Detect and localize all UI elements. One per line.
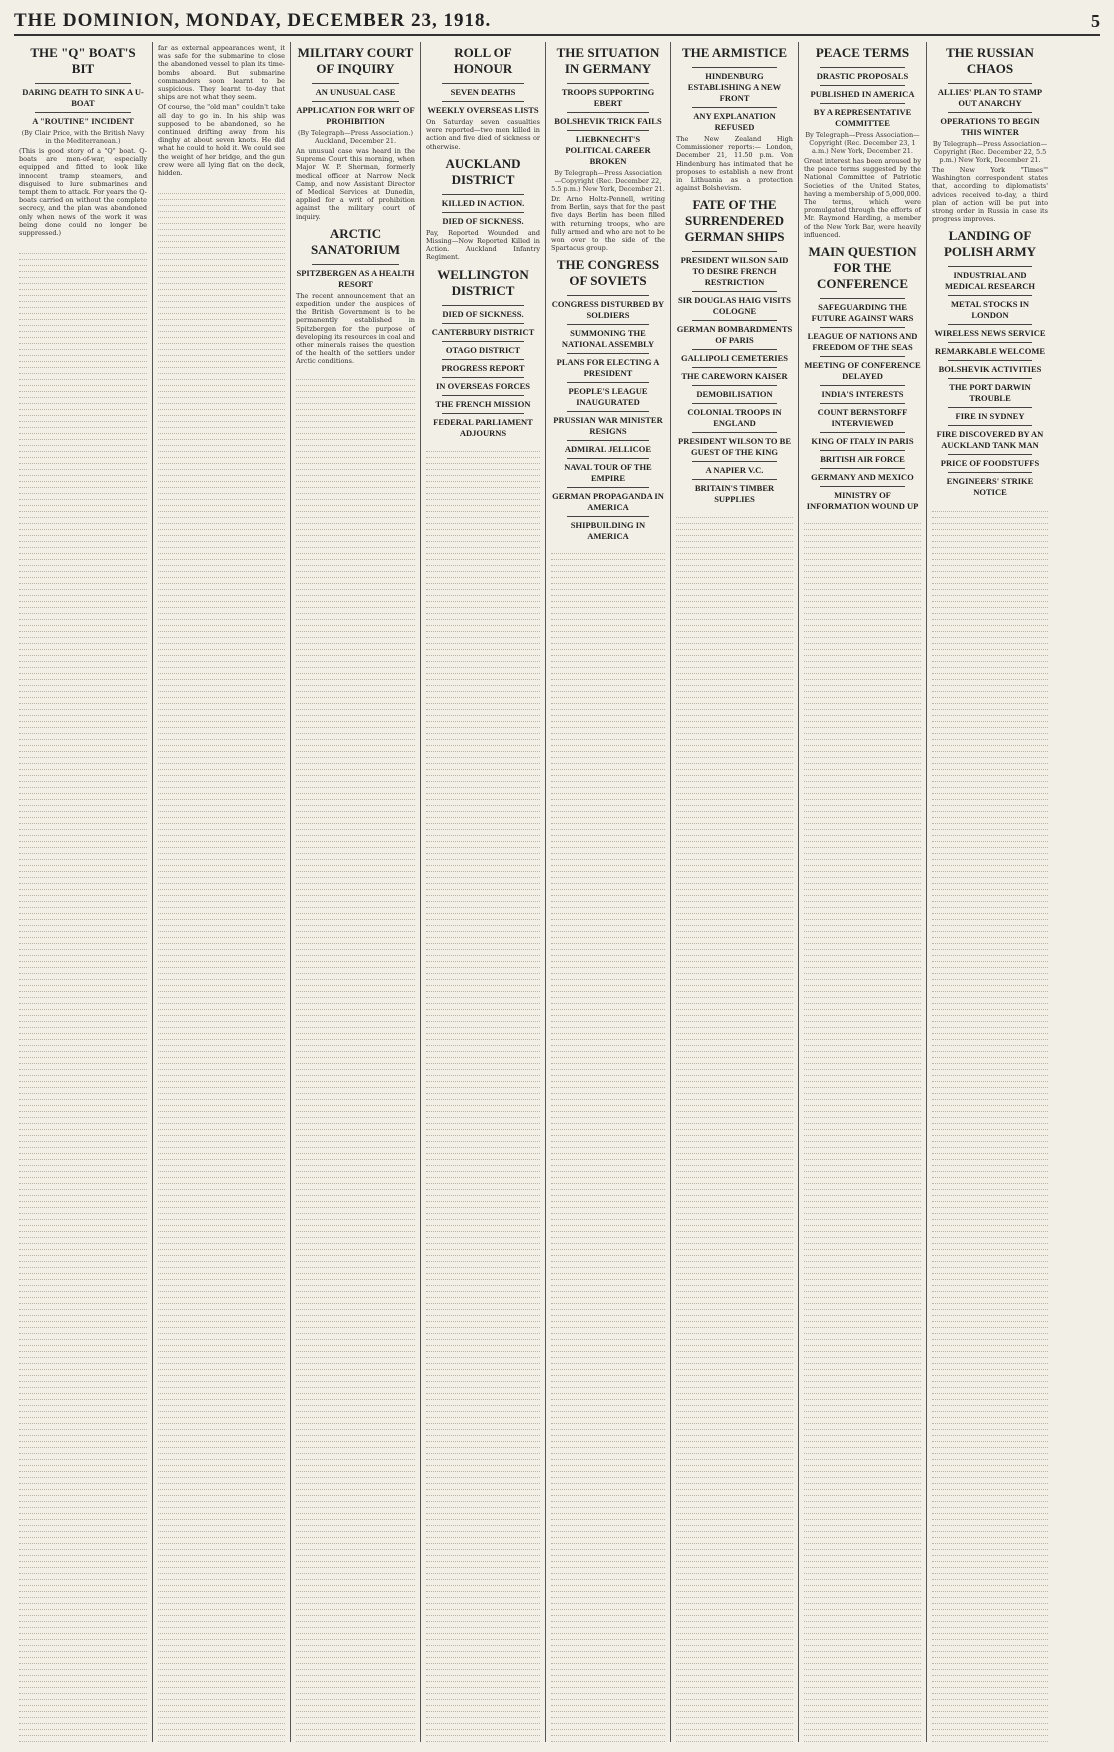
subheadline: DIED OF SICKNESS. — [442, 215, 524, 226]
type-line — [158, 1736, 285, 1742]
column-rule — [948, 324, 1032, 325]
subheadline: SAFEGUARDING THE FUTURE AGAINST WARS — [811, 302, 914, 324]
column-rule — [442, 194, 524, 195]
body-type-texture — [426, 446, 540, 1742]
headline: THE "Q" BOAT'S BIT — [30, 45, 136, 76]
column-rule — [442, 377, 524, 378]
subheadline: MINISTRY OF INFORMATION WOUND UP — [806, 490, 919, 512]
body-type-texture — [676, 512, 793, 1742]
page-number: 5 — [1091, 10, 1100, 31]
column-rule — [948, 266, 1032, 267]
column-rule — [567, 440, 649, 441]
subheadline: COUNT BERNSTORFF INTERVIEWED — [817, 407, 908, 429]
type-line — [426, 1736, 540, 1742]
column-rule — [948, 342, 1032, 343]
subheadline: ADMIRAL JELLICOE — [564, 444, 652, 455]
subheadline: THE PORT DARWIN TROUBLE — [949, 382, 1031, 404]
dateline: By Telegraph—Press Association—Copyright (Rec. December 22, 5.5 p.m.) New York, December 21. — [551, 169, 665, 193]
subheadline: WEEKLY OVERSEAS LISTS — [427, 105, 539, 115]
subheadline: PEOPLE'S LEAGUE INAUGURATED — [568, 386, 648, 408]
subheadline: OTAGO DISTRICT — [445, 344, 521, 355]
column-rule — [820, 356, 905, 357]
column-rule — [35, 83, 131, 84]
subheadline: LIEBKNECHT'S POLITICAL CAREER BROKEN — [565, 134, 651, 166]
subheadline: PRESIDENT WILSON SAID TO DESIRE FRENCH RESTRICTION — [680, 255, 789, 288]
column-rule — [312, 83, 399, 84]
subheadline: BRITAIN'S TIMBER SUPPLIES — [694, 483, 775, 505]
column-rule — [692, 291, 777, 292]
subheadline: SIR DOUGLAS HAIG VISITS COLOGNE — [678, 295, 791, 317]
column-rule — [567, 487, 649, 488]
column-rule — [692, 432, 777, 433]
headline: MAIN QUESTION FOR THE CONFERENCE — [808, 244, 917, 292]
column-rule — [948, 378, 1032, 379]
article-text: far as external appearances went, it was safe for the submarine to close the abandoned vessel to plan its time-bombs aboard. But submarine commanders soon learnt to be suspicious. They learnt to-day that ships are not what they seem. — [158, 44, 285, 102]
subheadline: WIRELESS NEWS SERVICE — [934, 328, 1046, 339]
article-text: (This is good story of a "Q" boat. Q-boats are men-of-war, especially equipped and fitted to look like innocent tramp steamers, and disguised to lure submarines and tempt them to attack. For years the Q-boats carried on without the complete secrecy, and the plan was abandoned only when news of the work it was being done could no longer be suppressed.) — [19, 147, 147, 238]
column-rule — [692, 367, 777, 368]
subheadline: THE CAREWORN KAISER — [681, 371, 788, 382]
column-rule — [820, 450, 905, 451]
type-line — [296, 1736, 415, 1742]
column-rule — [442, 395, 524, 396]
article-text: The recent announcement that an expedition under the auspices of the British Government is to be permanently established in Spitzbergen for the purpose of developing its resources in coal and other minerals raises the question of the health of the settlers under Arctic conditions. — [296, 291, 415, 366]
subheadline: SEVEN DEATHS — [450, 87, 516, 97]
dateline: By Telegraph—Press Association—Copyright (Rec. December 22, 5.5 p.m.) New York, December 21. — [932, 140, 1048, 164]
column-rule — [820, 327, 905, 328]
column-6 — [670, 42, 798, 1742]
subheadline: COLONIAL TROOPS IN ENGLAND — [687, 407, 782, 429]
column-rule — [948, 83, 1032, 84]
subheadline: FEDERAL PARLIAMENT ADJOURNS — [433, 416, 533, 438]
headline: THE ARMISTICE — [681, 45, 788, 60]
column-rule — [692, 251, 777, 252]
subheadline: PLANS FOR ELECTING A PRESIDENT — [556, 357, 660, 379]
subheadline: BOLSHEVIK TRICK FAILS — [554, 116, 662, 126]
column-rule — [442, 323, 524, 324]
column-rule — [35, 112, 131, 113]
subheadline: INDUSTRIAL AND MEDICAL RESEARCH — [945, 270, 1035, 292]
subheadline: BRITISH AIR FORCE — [820, 454, 905, 465]
body-type-texture — [804, 518, 921, 1742]
column-rule — [820, 85, 905, 86]
subheadline: SHIPBUILDING IN AMERICA — [570, 520, 646, 542]
column-rule — [948, 472, 1032, 473]
subheadline: PRICE OF FOODSTUFFS — [940, 458, 1040, 469]
column-rule — [567, 112, 649, 113]
subheadline: OPERATIONS TO BEGIN THIS WINTER — [940, 116, 1040, 137]
subheadline: GERMAN BOMBARDMENTS OF PARIS — [676, 324, 793, 346]
column-rule — [442, 83, 524, 84]
column-2 — [152, 42, 290, 1742]
article-text: Great interest has been aroused by the peace terms suggested by the National Committee of Patriotic Societies of the United States, having a membership of 5,000,000. The terms, which were promulgated through the efforts of Mr. Raymond Harding, a member of the New York Bar, were heavily influenced. — [804, 157, 921, 239]
column-rule — [820, 432, 905, 433]
column-rule — [948, 112, 1032, 113]
type-line — [19, 1736, 147, 1742]
headline: THE RUSSIAN CHAOS — [946, 45, 1034, 76]
subheadline: SPITZBERGEN AS A HEALTH RESORT — [296, 267, 415, 289]
headline: THE SITUATION IN GERMANY — [556, 45, 660, 76]
subheadline: ANY EXPLANATION REFUSED — [693, 111, 776, 132]
subheadline: CONGRESS DISTURBED BY SOLDIERS — [551, 299, 665, 321]
subheadline: HINDENBURG ESTABLISHING A NEW FRONT — [687, 71, 782, 103]
subheadline: BOLSHEVIK ACTIVITIES — [938, 364, 1042, 375]
subheadline: GERMANY AND MEXICO — [811, 472, 914, 483]
headline: WELLINGTON DISTRICT — [437, 266, 529, 298]
column-rule — [442, 101, 524, 102]
subheadline: GERMAN PROPAGANDA IN AMERICA — [552, 491, 664, 513]
headline: MILITARY COURT OF INQUIRY — [297, 45, 414, 76]
column-rule — [442, 359, 524, 360]
subheadline: CANTERBURY DISTRICT — [431, 326, 535, 337]
column-rule — [567, 83, 649, 84]
column-rule — [692, 479, 777, 480]
column-rule — [442, 305, 524, 306]
column-1 — [14, 42, 152, 1742]
subheadline: ENGINEERS' STRIKE NOTICE — [946, 476, 1034, 498]
headline: FATE OF THE SURRENDERED GERMAN SHIPS — [684, 197, 785, 245]
column-row — [14, 42, 1100, 1742]
column-rule — [820, 298, 905, 299]
column-rule — [567, 353, 649, 354]
subheadline: DIED OF SICKNESS. — [442, 308, 524, 319]
article-text: The New Zealand High Commissioner reports:— London, December 21, 11.50 p.m. Von Hindenburg has intimated that he proposes to establish a new front in Lithuania as a protection against Bolshevism. — [676, 135, 793, 193]
subheadline: PROGRESS REPORT — [441, 362, 525, 373]
subheadline: DRASTIC PROPOSALS — [816, 71, 909, 81]
dateline: By Telegraph—Press Association—Copyright (Rec. December 23, 1 a.m.) New York, December 21. — [805, 131, 920, 155]
article-text: Pay, Reported Wounded and Missing—Now Reported Killed in Action. Auckland Infantry Regiment. — [426, 228, 540, 262]
subheadline: KILLED IN ACTION. — [441, 197, 525, 208]
subheadline: PUBLISHED IN AMERICA — [810, 89, 915, 99]
column-rule — [567, 411, 649, 412]
column-rule — [312, 101, 399, 102]
subheadline: INDIA'S INTERESTS — [821, 389, 904, 400]
column-rule — [567, 295, 649, 296]
article-text: The New York "Times'" Washington correspondent states that, according to diplomatists' advices received to-day, a third plan of action will be put into strong order in Russia in case its progress improves. — [932, 166, 1048, 224]
headline: PEACE TERMS — [815, 45, 910, 60]
subheadline: SUMMONING THE NATIONAL ASSEMBLY — [561, 328, 655, 350]
column-rule — [820, 67, 905, 68]
masthead — [14, 8, 1100, 36]
column-5 — [545, 42, 670, 1742]
column-rule — [567, 516, 649, 517]
column-rule — [567, 324, 649, 325]
column-rule — [442, 212, 524, 213]
article-text: An unusual case was heard in the Supreme Court this morning, when Major W. P. Sherman, formerly medical officer at Narrow Neck Camp, and now Assistant Director of Medical Services at Dunedin, applied for a writ of prohibition against the military court of inquiry. — [296, 147, 415, 221]
subheadline: AN UNUSUAL CASE — [315, 87, 396, 97]
subheadline: DEMOBILISATION — [696, 389, 773, 400]
column-rule — [692, 349, 777, 350]
body-type-texture — [932, 506, 1048, 1742]
headline: THE CONGRESS OF SOVIETS — [556, 257, 660, 289]
column-4 — [420, 42, 545, 1742]
subheadline: APPLICATION FOR WRIT OF PROHIBITION — [296, 105, 415, 126]
subheadline: PRESIDENT WILSON TO BE GUEST OF THE KING — [678, 436, 791, 458]
subheadline: BY A REPRESENTATIVE COMMITTEE — [813, 107, 912, 128]
subheadline: PRUSSIAN WAR MINISTER RESIGNS — [553, 415, 663, 437]
subheadline: NAVAL TOUR OF THE EMPIRE — [564, 462, 652, 484]
column-rule — [442, 413, 524, 414]
column-rule — [692, 461, 777, 462]
subheadline: IN OVERSEAS FORCES — [436, 380, 530, 391]
column-rule — [820, 403, 905, 404]
subheadline: A NAPIER V.C. — [705, 465, 764, 476]
type-line — [932, 1736, 1048, 1742]
subheadline: LEAGUE OF NATIONS AND FREEDOM OF THE SEAS — [807, 331, 918, 353]
type-line — [804, 1736, 921, 1742]
subheadline: KING OF ITALY IN PARIS — [811, 436, 914, 447]
column-rule — [820, 486, 905, 487]
subheadline: FIRE IN SYDNEY — [955, 411, 1025, 422]
column-rule — [442, 341, 524, 342]
body-type-texture — [551, 548, 665, 1742]
headline: LANDING OF POLISH ARMY — [943, 228, 1037, 260]
subheadline: REMARKABLE WELCOME — [934, 346, 1046, 357]
column-rule — [692, 107, 777, 108]
column-3 — [290, 42, 420, 1742]
column-rule — [820, 103, 905, 104]
headline: ARCTIC SANATORIUM — [310, 225, 401, 257]
column-rule — [692, 67, 777, 68]
type-line — [676, 1736, 793, 1742]
column-rule — [948, 407, 1032, 408]
masthead-title: THE DOMINION, MONDAY, DECEMBER 23, 1918. — [14, 10, 492, 31]
column-rule — [820, 468, 905, 469]
dateline: (By Clair Price, with the British Navy in the Mediterranean.) — [21, 129, 145, 145]
column-8 — [926, 42, 1053, 1742]
column-rule — [948, 295, 1032, 296]
dateline: (By Telegraph—Press Association.) Auckland, December 21. — [298, 129, 413, 145]
column-rule — [948, 454, 1032, 455]
column-rule — [820, 385, 905, 386]
subheadline: THE FRENCH MISSION — [435, 398, 531, 409]
column-rule — [692, 403, 777, 404]
subheadline: TROOPS SUPPORTING EBERT — [561, 87, 655, 108]
article-text: On Saturday seven casualties were reported—two men killed in action and five died of sickness or otherwise. — [426, 118, 540, 151]
body-type-texture — [296, 374, 415, 1742]
column-rule — [948, 425, 1032, 426]
subheadline: GALLIPOLI CEMETERIES — [681, 353, 788, 364]
column-rule — [567, 382, 649, 383]
article-text: Of course, the "old man" couldn't take all day to go in. In his ship was supposed to be abandoned, so he continued drifting away from his dinghy at about seven knots. He did what he could to hold it. We could see the weight of her bridge, and the gun crew were all lying flat on the deck, hidden. — [158, 103, 285, 178]
subheadline: MEETING OF CONFERENCE DELAYED — [804, 360, 921, 382]
column-7 — [798, 42, 926, 1742]
subheadline: A "ROUTINE" INCIDENT — [32, 116, 134, 126]
subheadline: FIRE DISCOVERED BY AN AUCKLAND TANK MAN — [936, 429, 1044, 451]
headline: AUCKLAND DISTRICT — [445, 155, 521, 187]
body-type-texture — [19, 248, 147, 1742]
subheadline: DARING DEATH TO SINK A U-BOAT — [22, 87, 144, 108]
body-type-texture — [158, 188, 285, 1742]
article-text: Dr. Arno Holtz-Pennell, writing from Berlin, says that for the past five days Berlin has been filled with returning troops, who are fully armed and who are not to be won over to the side of the Spartacus group. — [551, 195, 665, 253]
column-rule — [567, 458, 649, 459]
type-line — [551, 1736, 665, 1742]
subheadline: METAL STOCKS IN LONDON — [950, 299, 1030, 321]
column-rule — [692, 320, 777, 321]
headline: ROLL OF HONOUR — [453, 45, 513, 76]
column-rule — [312, 264, 399, 265]
column-rule — [692, 385, 777, 386]
subheadline: ALLIES' PLAN TO STAMP OUT ANARCHY — [937, 87, 1043, 108]
column-rule — [948, 360, 1032, 361]
column-rule — [567, 130, 649, 131]
